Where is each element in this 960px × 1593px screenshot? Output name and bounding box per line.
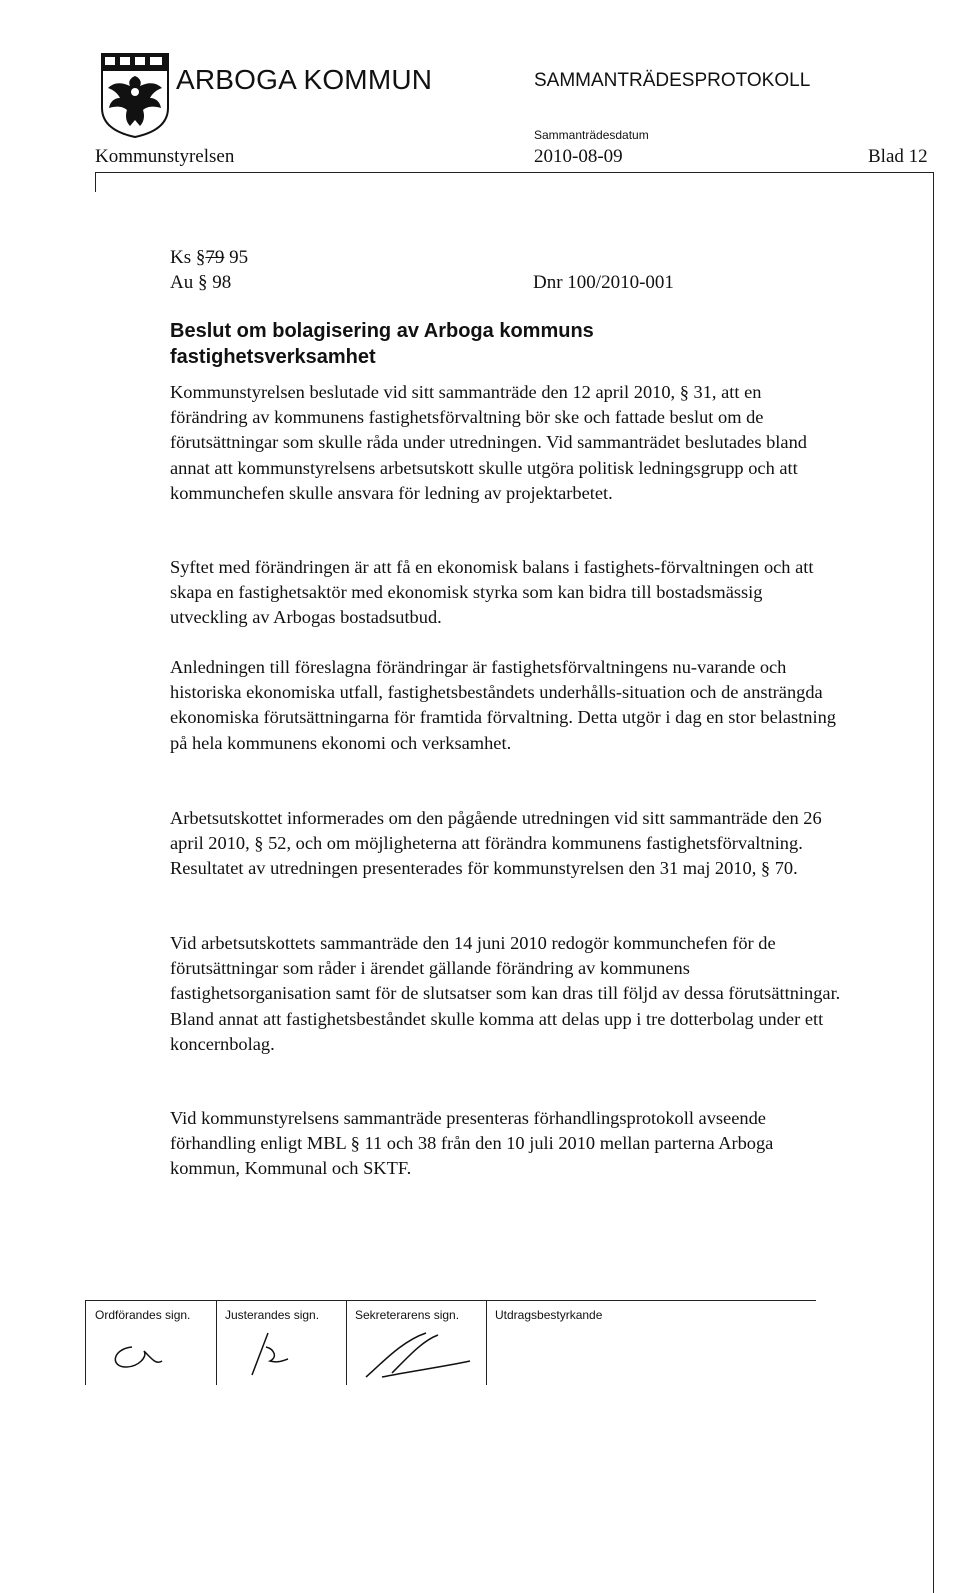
- document-type: SAMMANTRÄDESPROTOKOLL: [534, 70, 811, 91]
- chair-signature-cell: [86, 1301, 217, 1385]
- adjuster-signature-label: Justerandes sign.: [225, 1308, 320, 1322]
- adjuster-signature-mark: [222, 1327, 332, 1377]
- title-line-1: Beslut om bolagisering av Arboga kommuns: [170, 320, 594, 342]
- paragraph-1: Kommunstyrelsen beslutade vid sitt sammanträde den 12 april 2010, § 31, att en förändring av kommunens fastighetsförvaltning bör ske och fattade beslut om de förutsättningar som skulle råda under utredningen. Vid sammanträdet beslutades bland annat att kommunstyrelsens arbetsutskott skulle utgöra politisk ledningsgrupp och att kommunchefen skulle ansvara för ledning av projektarbetet.: [170, 382, 807, 503]
- secretary-signature-cell: [346, 1301, 487, 1385]
- secretary-signature-label: Sekreterarens sign.: [355, 1308, 460, 1322]
- paragraph-3: Anledningen till föreslagna förändringar är fastighetsförvaltningens nu-varande och historiska ekonomiska utfall, fastighetsbeståndets underhålls-situation och de ansträngda ekonomiska förutsättningarna för framtida förvaltning. Detta utgör i dag en stor belastning på hela kommunens ekonomi och verksamhet.: [170, 657, 836, 753]
- chair-signature-label: Ordförandes sign.: [95, 1308, 191, 1322]
- adjuster-signature-cell: [216, 1301, 347, 1385]
- document-title: [170, 318, 594, 370]
- ks-new-number: 95: [229, 247, 249, 268]
- secretary-signature-mark: [352, 1327, 482, 1381]
- page-frame-left-tick: [95, 172, 96, 192]
- certifier-label: Utdragsbestyrkande: [495, 1308, 603, 1322]
- au-reference: Au § 98: [170, 272, 232, 293]
- signature-box: [85, 1300, 816, 1385]
- department-name: Kommunstyrelsen: [95, 146, 235, 167]
- ks-old-number: 79: [205, 247, 225, 268]
- page-number: Blad 12: [868, 146, 928, 167]
- title-line-2: fastighetsverksamhet: [170, 346, 376, 368]
- meeting-date: 2010-08-09: [534, 146, 623, 167]
- ks-reference: [170, 247, 248, 269]
- chair-signature-mark: [92, 1327, 202, 1377]
- date-label: Sammanträdesdatum: [534, 128, 649, 142]
- paragraph-6: Vid kommunstyrelsens sammanträde presenteras förhandlingsprotokoll avseende förhandling enligt MBL § 11 och 38 från den 10 juli 2010 mellan parterna Arboga kommun, Kommunal och SKTF.: [170, 1108, 774, 1179]
- coat-of-arms-icon: [100, 52, 170, 138]
- paragraph-2: Syftet med förändringen är att få en ekonomisk balans i fastighets-förvaltningen och att skapa en fastighetsaktör med ekonomisk styrka som kan bidra till bostadsmässig utveckling av Arbogas bostadsutbud.: [170, 557, 814, 628]
- organization-name: ARBOGA KOMMUN: [176, 64, 433, 95]
- paragraph-5: Vid arbetsutskottets sammanträde den 14 juni 2010 redogör kommunchefen för de förutsättningar som råder i ärendet gällande förändring av kommunens fastighetsorganisation samt för de slutsatser som kan dras till följd av dessa förutsättningar. Bland annat att fastighetsbeståndet skulle komma att delas upp i tre dotterbolag under ett koncernbolag.: [170, 933, 841, 1054]
- dnr-reference: Dnr 100/2010-001: [533, 272, 674, 293]
- certifier-cell: [486, 1301, 816, 1385]
- paragraph-4: Arbetsutskottet informerades om den pågående utredningen vid sitt sammanträde den 26 april 2010, § 52, och om möjligheterna att förändra kommunens fastighetsförvaltning. Resultatet av utredningen presenterades för kommunstyrelsen den 31 maj 2010, § 70.: [170, 808, 822, 879]
- ks-prefix: Ks §: [170, 247, 206, 268]
